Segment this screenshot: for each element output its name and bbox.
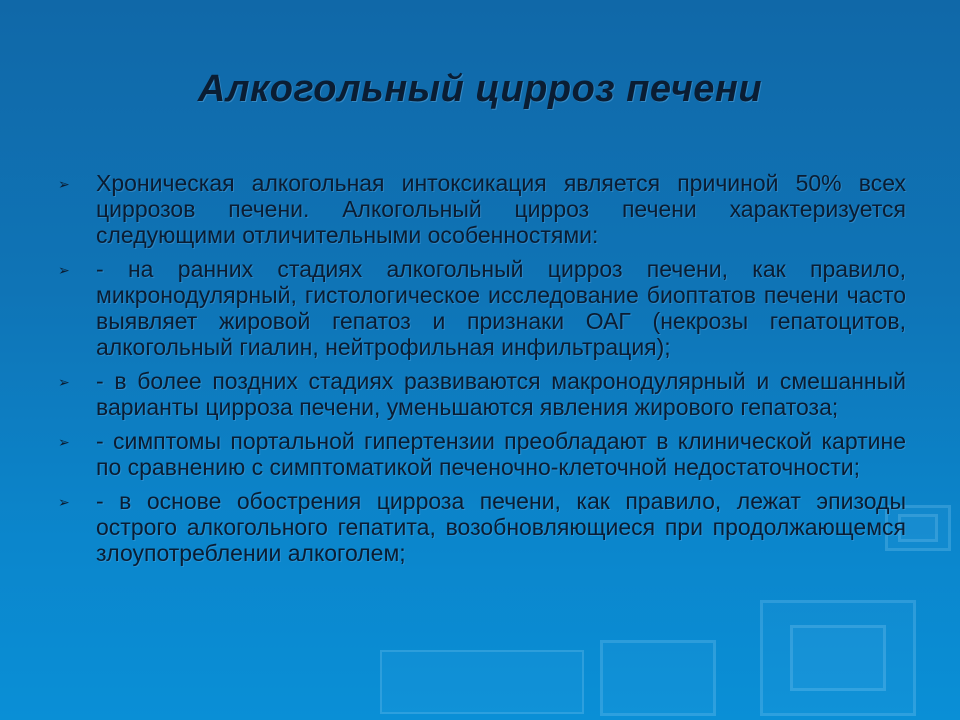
bullet-text: - на ранних стадиях алкогольный цирроз печени, как правило, микронодулярный, гистологическое исследование биоптатов печени часто выявляет жировой гепатоз и признаки ОАГ (некрозы гепатоцитов, алкогольный гиалин, нейтрофильная инфильтрация); <box>96 256 906 360</box>
decor-square <box>600 640 716 716</box>
list-item <box>58 170 906 248</box>
arrow-bullet-icon: ➢ <box>58 176 70 192</box>
arrow-bullet-icon: ➢ <box>58 434 70 450</box>
bullet-text: - в основе обострения цирроза печени, как правило, лежат эпизоды острого алкогольного гепатита, возобновляющиеся при продолжающемся злоупотреблении алкоголем; <box>96 488 906 566</box>
bullet-text: - симптомы портальной гипертензии преобладают в клинической картине по сравнению с симптоматикой печеночно-клеточной недостаточности; <box>96 428 906 480</box>
decor-square <box>760 600 916 716</box>
arrow-bullet-icon: ➢ <box>58 374 70 390</box>
decor-square <box>790 625 886 691</box>
bullet-text: - в более поздних стадиях развиваются макронодулярный и смешанный варианты цирроза печени, уменьшаются явления жирового гепатоза; <box>96 368 906 420</box>
list-item <box>58 256 906 360</box>
list-item <box>58 428 906 480</box>
arrow-bullet-icon: ➢ <box>58 262 70 278</box>
list-item <box>58 368 906 420</box>
bullet-text: Хроническая алкогольная интоксикация является причиной 50% всех циррозов печени. Алкогольный цирроз печени характеризуется следующими отличительными особенностями: <box>96 170 906 248</box>
list-item <box>58 488 906 566</box>
arrow-bullet-icon: ➢ <box>58 494 70 510</box>
slide-title: Алкогольный цирроз печени <box>197 68 763 110</box>
decor-square <box>380 650 584 714</box>
bullet-list <box>58 170 906 574</box>
